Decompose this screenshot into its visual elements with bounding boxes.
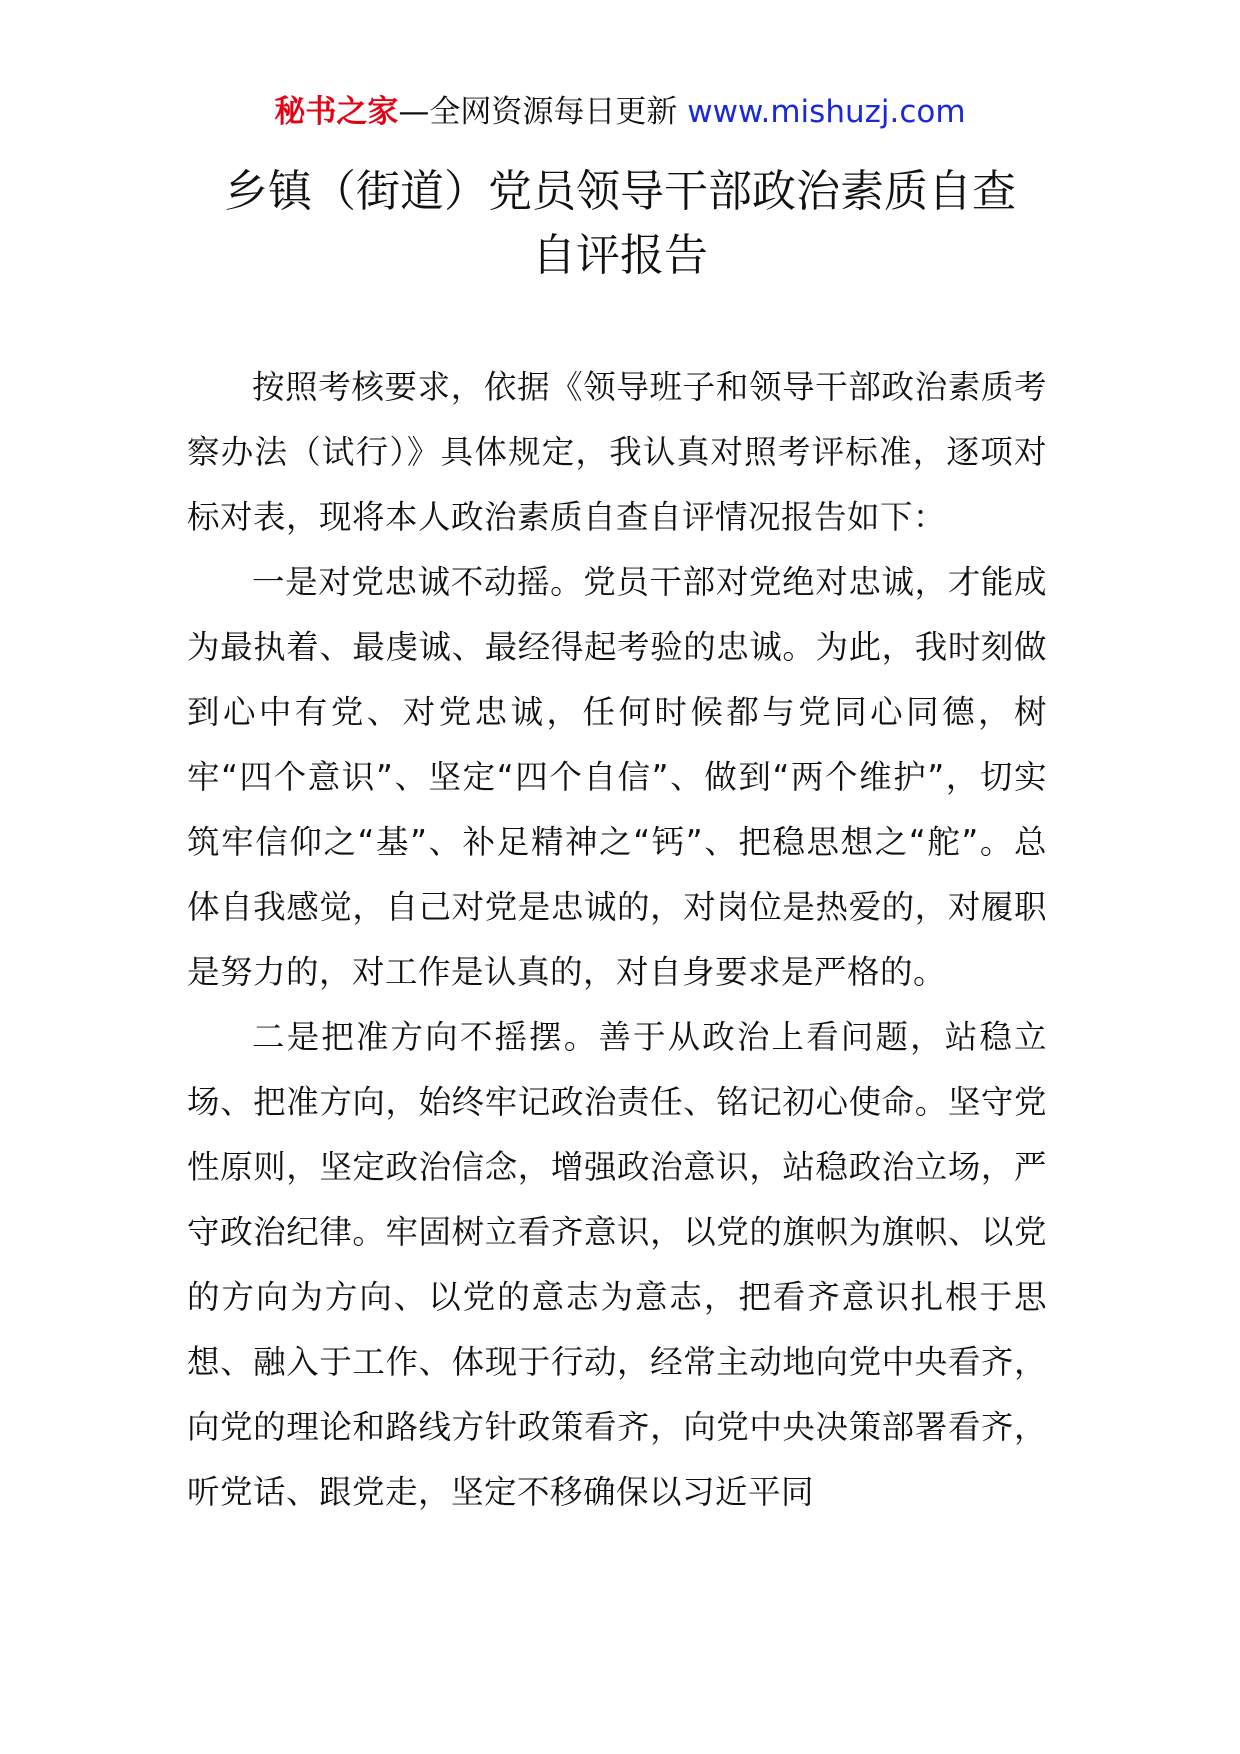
site-name: 秘书之家 (274, 94, 399, 130)
paragraph-loyalty: 一是对党忠诚不动摇。党员干部对党绝对忠诚，才能成为最执着、最虔诚、最经得起考验的忠诚。为此，我时刻做到心中有党、对党忠诚，任何时候都与党同心同德，树牢“四个意识”、坚定“四个自信”、做到“两个维护”，切实筑牢信仰之“基”、补足精神之“钙”、把稳思想之“舵”。总体自我感觉，自己对党是忠诚的，对岗位是热爱的，对履职是努力的，对工作是认真的，对自身要求是严格的。 (187, 563, 1047, 991)
document-title (0, 160, 1240, 288)
site-url-link[interactable]: www.mishuzj.com (687, 94, 966, 130)
site-header (0, 92, 1240, 132)
title-line-1: 乡镇（街道）党员领导干部政治素质自查 (224, 166, 1016, 217)
paragraph-intro: 按照考核要求，依据《领导班子和领导干部政治素质考察办法（试行）》具体规定，我认真对照考评标准，逐项对标对表，现将本人政治素质自查自评情况报告如下： (187, 368, 1047, 536)
document-body (187, 355, 1047, 1525)
site-slogan: —全网资源每日更新 (398, 94, 688, 130)
paragraph-direction: 二是把准方向不摇摆。善于从政治上看问题，站稳立场、把准方向，始终牢记政治责任、铭记初心使命。坚守党性原则，坚定政治信念，增强政治意识，站稳政治立场，严守政治纪律。牢固树立看齐意识，以党的旗帜为旗帜、以党的方向为方向、以党的意志为意志，把看齐意识扎根于思想、融入于工作、体现于行动，经常主动地向党中央看齐，向党的理论和路线方针政策看齐，向党中央决策部署看齐，听党话、跟党走，坚定不移确保以习近平同 (187, 1018, 1047, 1511)
title-line-2: 自评报告 (532, 230, 708, 281)
